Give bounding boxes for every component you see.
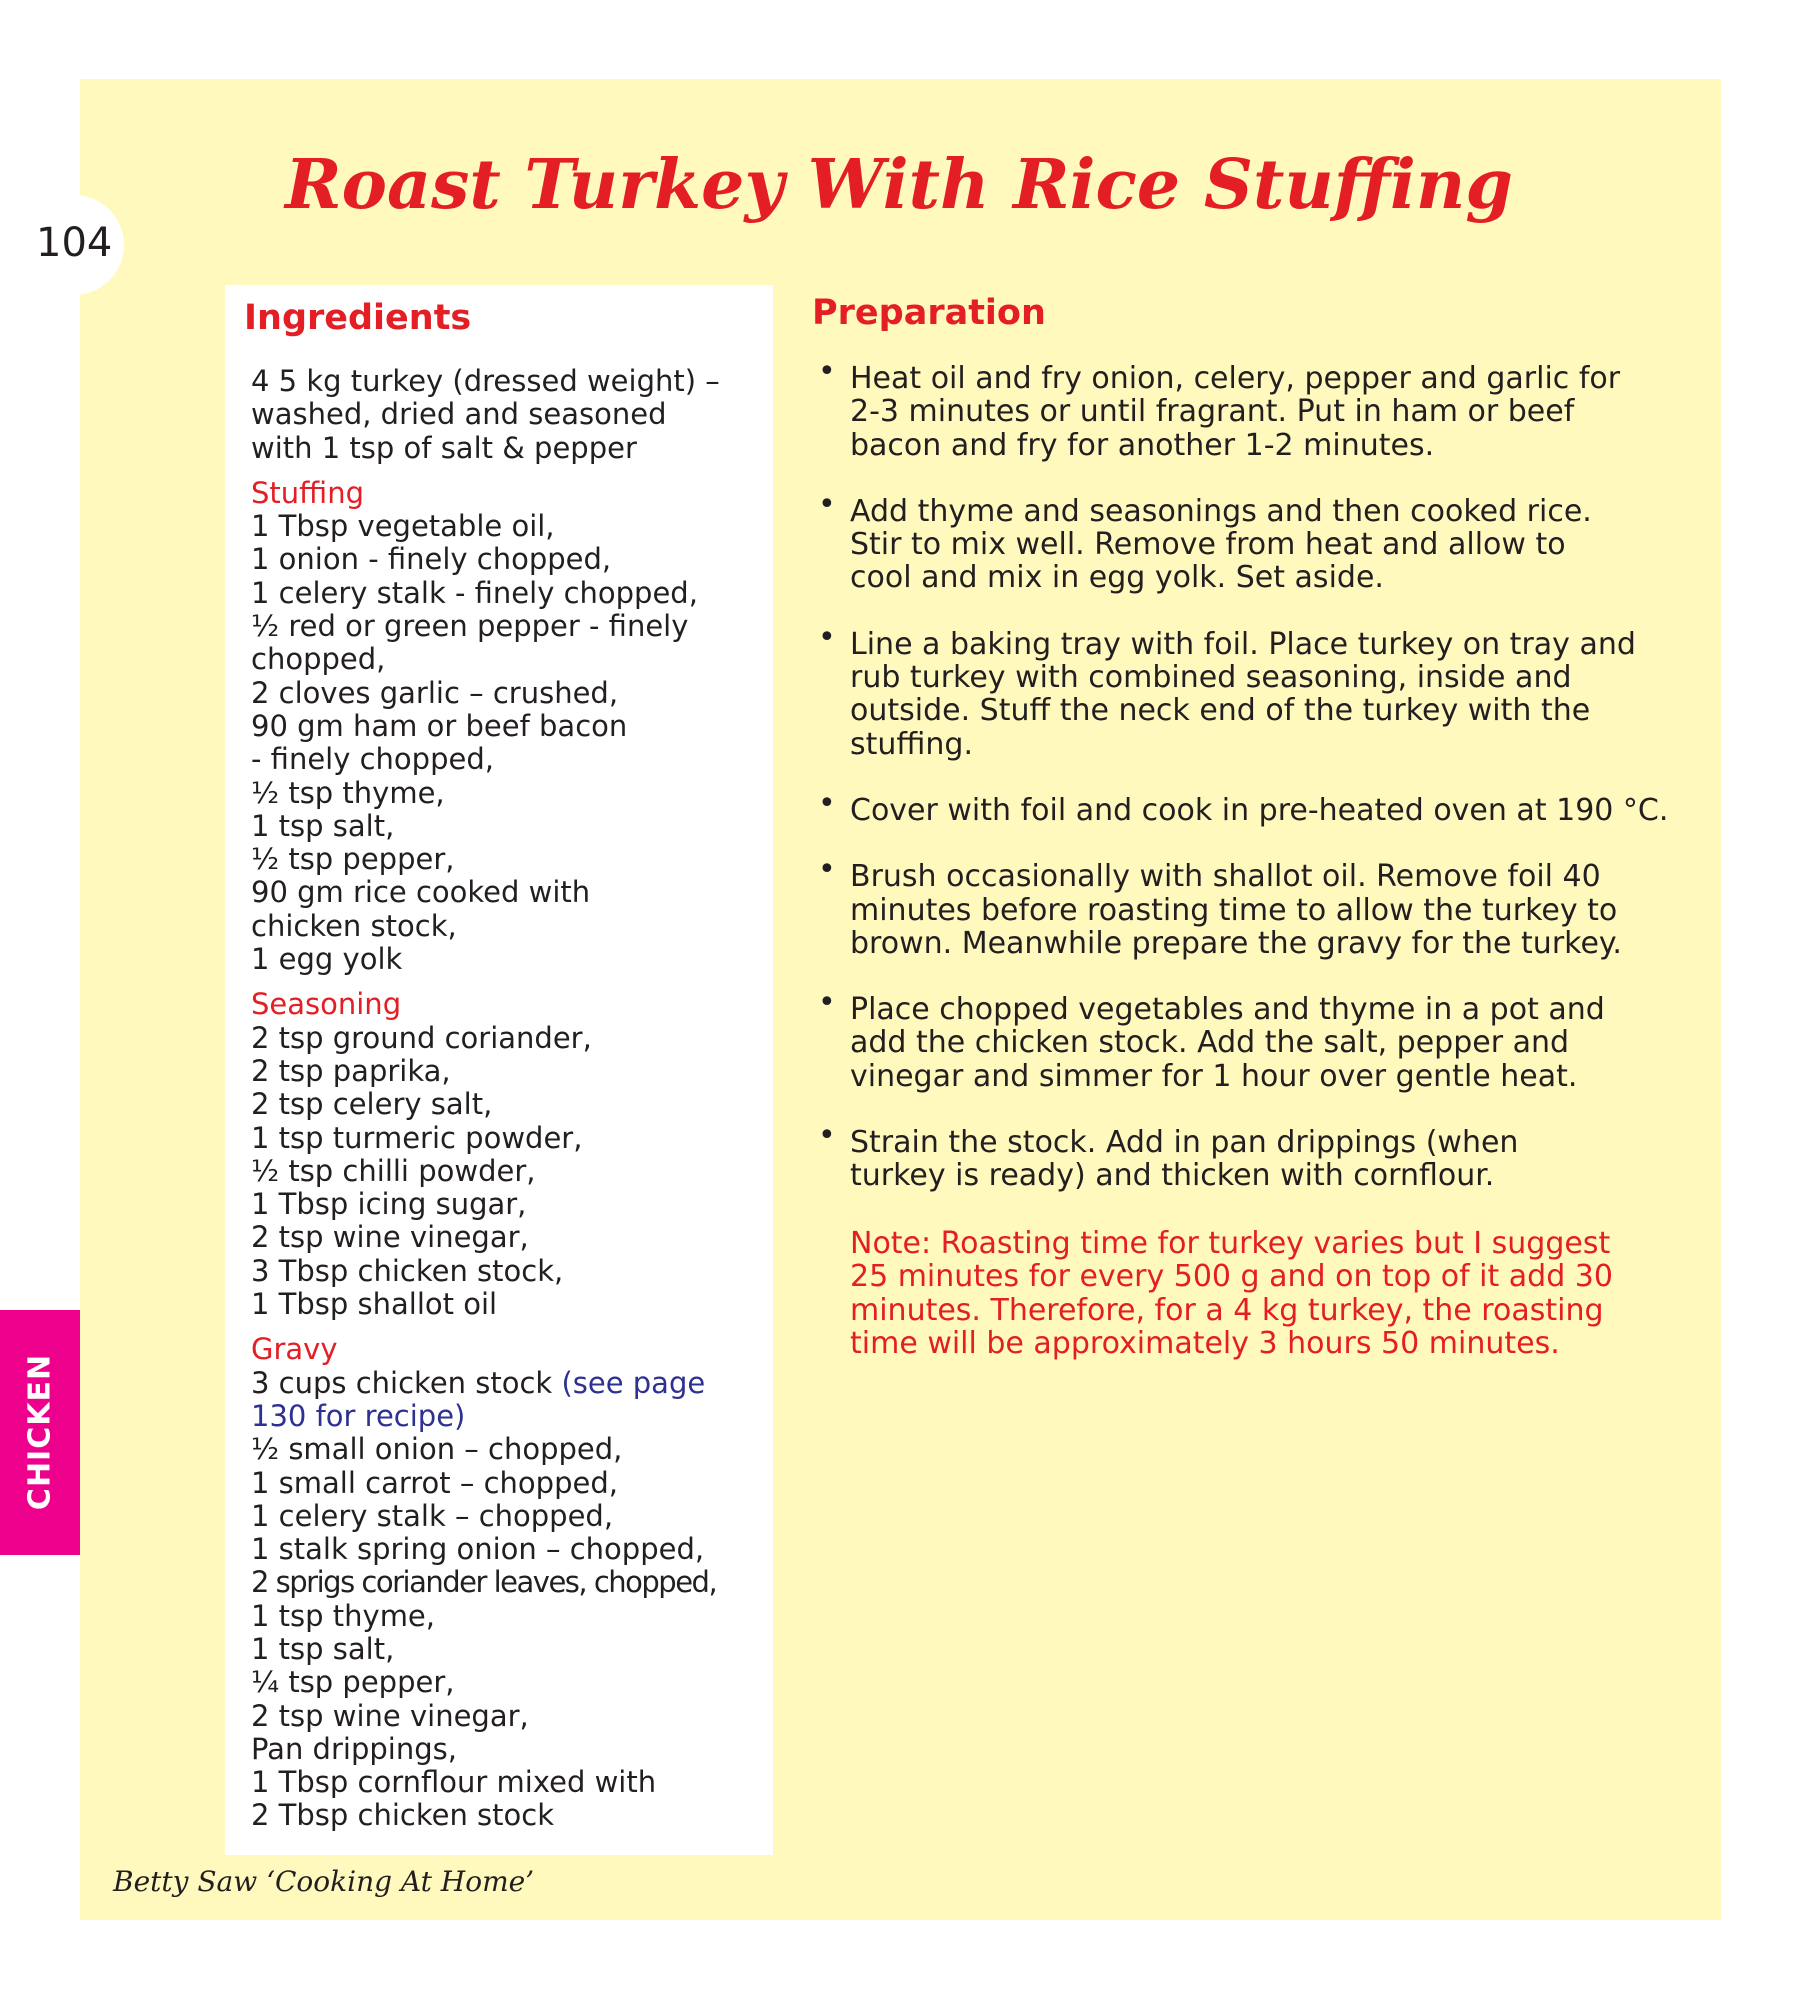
- ingredient-line: 1 Tbsp cornflour mixed with: [251, 1765, 657, 1800]
- ingredient-line: ½ small onion – chopped,: [251, 1432, 623, 1467]
- ingredient-line: 2 tsp celery salt,: [251, 1087, 493, 1122]
- step-line: brown. Meanwhile prepare the gravy for the turkey.: [850, 925, 1622, 961]
- note-line: Note: Roasting time for turkey varies but I suggest: [850, 1226, 1611, 1261]
- step-line: Stir to mix well. Remove from heat and allow to: [850, 527, 1566, 563]
- ingredient-line: chicken stock,: [251, 908, 457, 943]
- section-tab-label: CHICKEN: [22, 1353, 58, 1511]
- ingredient-line: ¼ tsp pepper,: [251, 1665, 455, 1700]
- preparation-step: [812, 1118, 1712, 1194]
- preparation-step: [812, 785, 1712, 828]
- ingredient-line: 3 Tbsp chicken stock,: [251, 1253, 564, 1288]
- stuffing-group: [251, 477, 771, 976]
- step-line: turkey is ready) and thicken with cornflour.: [850, 1158, 1495, 1194]
- step-line: stuffing.: [850, 726, 974, 762]
- ingredients-box: [225, 285, 773, 1855]
- bullet-icon: •: [818, 852, 836, 888]
- ingredient-line: 1 tsp salt,: [251, 1631, 395, 1666]
- ingredient-line: 1 stalk spring onion – chopped,: [251, 1532, 705, 1567]
- ingredient-line: washed, dried and seasoned: [251, 397, 667, 432]
- ingredient-line: [251, 1367, 771, 1400]
- ingredient-line: Pan drippings,: [251, 1731, 457, 1766]
- section-tab: [0, 1310, 80, 1555]
- ingredient-line: 1 Tbsp shallot oil: [251, 1287, 498, 1322]
- ingredients-list: [251, 365, 771, 1833]
- ingredient-line: ½ red or green pepper - finely: [251, 609, 689, 644]
- stuffing-subheading: Stuffing: [251, 475, 364, 510]
- ingredient-line: - finely chopped,: [251, 742, 494, 777]
- recipe-title: Roast Turkey With Rice Stuffing: [285, 145, 1513, 225]
- preparation-heading: Preparation: [812, 293, 1046, 333]
- note-line: time will be approximately 3 hours 50 minutes.: [850, 1325, 1560, 1361]
- step-line: vinegar and simmer for 1 hour over gentle heat.: [850, 1058, 1578, 1094]
- gravy-group: [251, 1333, 771, 1832]
- step-line: Place chopped vegetables and thyme in a pot and: [850, 992, 1605, 1028]
- ingredients-intro: [251, 365, 771, 465]
- page-reference-link[interactable]: 130 for recipe): [251, 1398, 466, 1433]
- page-reference-link[interactable]: (see page: [561, 1365, 706, 1400]
- bullet-icon: •: [818, 785, 836, 821]
- roasting-note: [850, 1227, 1720, 1360]
- ingredient-line: 2 tsp ground coriander,: [251, 1020, 592, 1055]
- step-line: add the chicken stock. Add the salt, pepper and: [850, 1025, 1570, 1061]
- step-line: Cover with foil and cook in pre-heated oven at 190 °C.: [850, 792, 1669, 828]
- step-line: Add thyme and seasonings and then cooked rice.: [850, 493, 1592, 529]
- note-line: minutes. Therefore, for a 4 kg turkey, the roasting: [850, 1292, 1604, 1328]
- step-line: bacon and fry for another 1-2 minutes.: [850, 427, 1435, 463]
- ingredient-line: 90 gm ham or beef bacon: [251, 708, 628, 743]
- page-number: 104: [36, 220, 113, 266]
- ingredient-line: 1 tsp turmeric powder,: [251, 1120, 583, 1155]
- ingredients-heading: Ingredients: [244, 298, 472, 338]
- bullet-icon: •: [818, 619, 836, 655]
- bullet-icon: •: [818, 486, 836, 522]
- ingredient-line: with 1 tsp of salt & pepper: [251, 430, 637, 465]
- bullet-icon: •: [818, 985, 836, 1021]
- preparation-step: [812, 985, 1712, 1094]
- ingredient-line: 2 tsp wine vinegar,: [251, 1220, 529, 1255]
- step-line: outside. Stuff the neck end of the turkey with the: [850, 693, 1591, 729]
- step-line: 2-3 minutes or until fragrant. Put in ham or beef: [850, 394, 1575, 430]
- ingredient-line: 4 5 kg turkey (dressed weight) –: [251, 364, 720, 398]
- bullet-icon: •: [818, 1118, 836, 1154]
- ingredient-line: 2 tsp wine vinegar,: [251, 1698, 529, 1733]
- ingredient-line: 1 small carrot – chopped,: [251, 1465, 618, 1500]
- ingredient-line: 1 onion - finely chopped,: [251, 542, 612, 577]
- ingredient-line: 1 tsp salt,: [251, 808, 395, 843]
- ingredient-line: 2 sprigs coriander leaves, chopped,: [251, 1565, 717, 1600]
- ingredient-line: 1 celery stalk - finely chopped,: [251, 575, 698, 610]
- step-line: Brush occasionally with shallot oil. Remove foil 40: [850, 859, 1601, 895]
- seasoning-group: [251, 988, 771, 1321]
- seasoning-subheading: Seasoning: [251, 987, 402, 1022]
- ingredient-line: 1 tsp thyme,: [251, 1598, 435, 1633]
- ingredient-line: ½ tsp thyme,: [251, 775, 445, 810]
- book-credit-footer: Betty Saw ‘Cooking At Home’: [113, 1865, 535, 1898]
- ingredient-line: 1 celery stalk – chopped,: [251, 1498, 614, 1533]
- note-line: 25 minutes for every 500 g and on top of it add 30: [850, 1259, 1613, 1295]
- preparation-step: [812, 852, 1712, 961]
- step-line: minutes before roasting time to allow the turkey to: [850, 892, 1618, 928]
- ingredient-line: ½ tsp chilli powder,: [251, 1153, 536, 1188]
- ingredient-line: chopped,: [251, 642, 386, 677]
- ingredient-line: 1 Tbsp icing sugar,: [251, 1187, 527, 1222]
- ingredient-line: 90 gm rice cooked with: [251, 875, 591, 910]
- ingredient-line: 2 Tbsp chicken stock: [251, 1798, 555, 1833]
- step-line: Line a baking tray with foil. Place turkey on tray and: [850, 626, 1636, 662]
- step-line: cool and mix in egg yolk. Set aside.: [850, 560, 1384, 596]
- bullet-icon: •: [818, 354, 836, 389]
- ingredient-line: 2 cloves garlic – crushed,: [251, 675, 619, 710]
- step-line: rub turkey with combined seasoning, inside and: [850, 660, 1572, 696]
- ingredient-text: 3 cups chicken stock: [251, 1365, 562, 1400]
- step-line: Heat oil and fry onion, celery, pepper and garlic for: [850, 361, 1621, 396]
- preparation-step: [812, 619, 1712, 762]
- preparation-step: [812, 354, 1712, 463]
- ingredient-line: 1 Tbsp vegetable oil,: [251, 509, 555, 544]
- ingredient-line: ½ tsp pepper,: [251, 842, 455, 877]
- ingredient-line: 2 tsp paprika,: [251, 1053, 451, 1088]
- preparation-steps: [812, 354, 1712, 1226]
- ingredient-line: 1 egg yolk: [251, 942, 403, 977]
- step-line: Strain the stock. Add in pan drippings (when: [850, 1125, 1519, 1161]
- gravy-subheading: Gravy: [251, 1332, 338, 1367]
- preparation-step: [812, 486, 1712, 596]
